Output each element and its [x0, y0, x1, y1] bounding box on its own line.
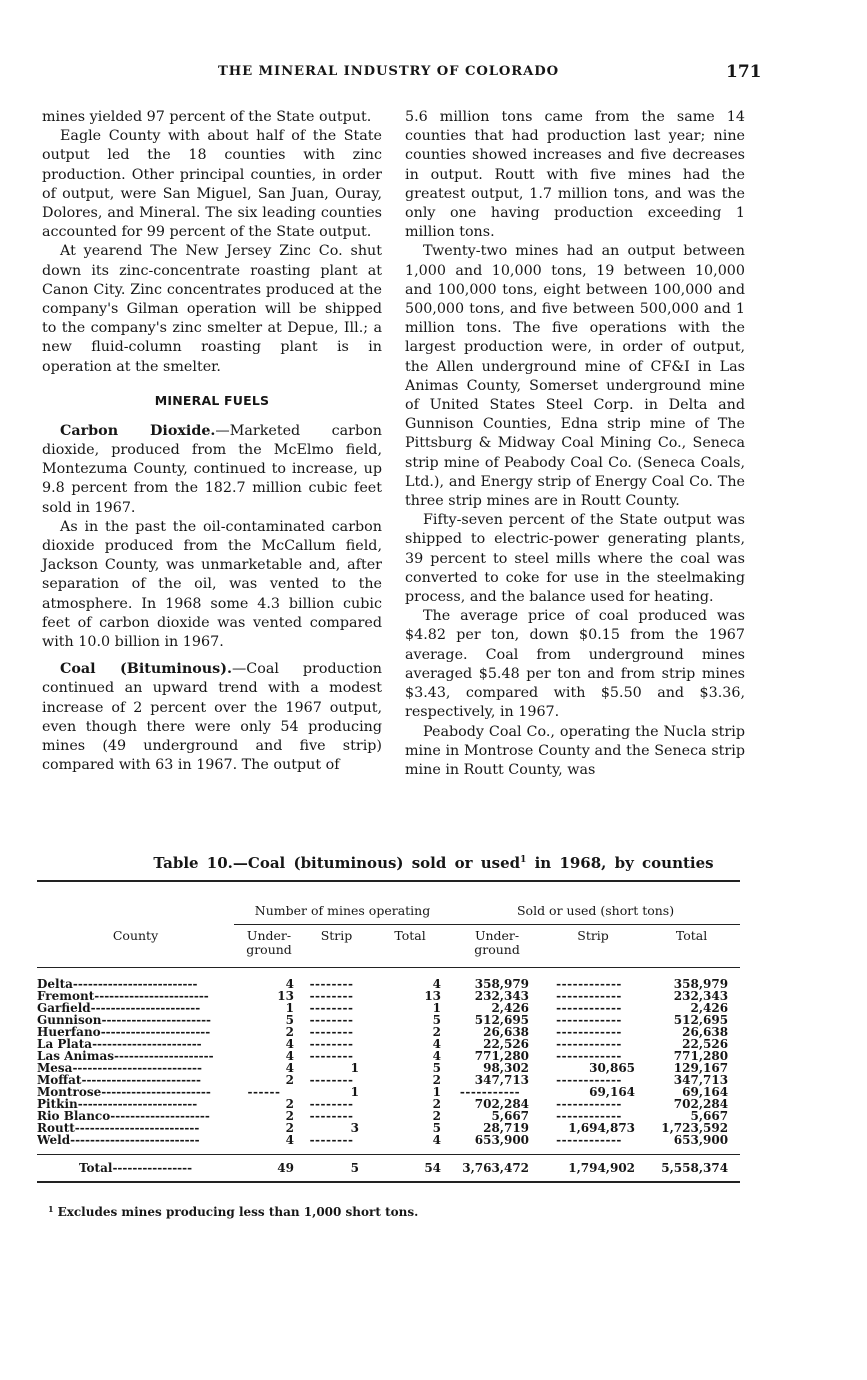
group-header-sold: Sold or used (short tons): [451, 881, 740, 925]
cell-mines-total: 1: [432, 1002, 442, 1014]
footnote-mark: 1: [48, 1204, 54, 1214]
page-number: 171: [726, 62, 762, 82]
col-header-sold-total: Total: [675, 928, 708, 943]
cell-sold-total: 26,638: [682, 1026, 729, 1038]
leader-dots: -------------------------: [72, 977, 198, 990]
cell-sold-total: 2,426: [690, 1002, 729, 1014]
table-row: [37, 968, 740, 991]
cell-mines-underground: 4: [285, 1050, 294, 1062]
cell-mines-underground: 4: [285, 1062, 294, 1074]
paragraph-text: —Marketed carbon dioxide, produced from the McElmo field, Montezuma County, continued to increase, up 9.8 percent from the 182.7 million cubic feet sold in 1967.: [42, 422, 382, 516]
county-name: Weld: [37, 1134, 71, 1147]
county-name: Moffat: [37, 1074, 82, 1086]
table-header-row: [37, 881, 740, 925]
cell-mines-strip: --------: [309, 1002, 354, 1014]
cell-mines-underground: 2: [285, 1026, 294, 1038]
cell-sold-strip: 1,694,873: [568, 1122, 636, 1134]
footnote-text: Excludes mines producing less than 1,000 short tons.: [57, 1205, 419, 1219]
cell-mines-strip: --------: [309, 1134, 354, 1147]
cell-sold-underground: 702,284: [474, 1098, 530, 1110]
cell-mines-total: 1: [432, 1086, 442, 1098]
leader-dots: ----------------------: [101, 1086, 211, 1098]
cell-mines-total: 5: [432, 1014, 442, 1026]
cell-county: [37, 1062, 234, 1074]
county-name: Montrose: [37, 1086, 102, 1098]
cell-mines-strip: --------: [309, 1110, 354, 1122]
table-title-tail: in 1968, by counties: [526, 854, 714, 872]
cell-sold-underground: 3,763,472: [462, 1161, 530, 1175]
col-header-county: County: [112, 927, 159, 943]
table-row: [37, 1122, 740, 1134]
cell-sold-strip: ------------: [556, 1074, 622, 1086]
cell-mines-underground: 4: [285, 1134, 294, 1147]
cell-sold-strip: ------------: [556, 990, 622, 1002]
cell-sold-underground: 26,638: [483, 1026, 530, 1038]
cell-mines-total: 4: [432, 1134, 442, 1147]
cell-mines-strip: --------: [309, 1026, 354, 1038]
cell-sold-strip: ------------: [556, 1110, 622, 1122]
table-row: [37, 1026, 740, 1038]
cell-county: [37, 1122, 234, 1134]
leader-dots: --------------------: [113, 1050, 214, 1062]
county-name: Las Animas: [37, 1050, 114, 1062]
table-total-row: [37, 1155, 740, 1183]
cell-mines-underground: 2: [285, 1098, 294, 1110]
cell-mines-underground: 1: [285, 1002, 294, 1014]
paragraph-coal: [42, 660, 382, 775]
leader-dots: ----------------------: [101, 1014, 212, 1026]
cell-mines-total: 2: [432, 1098, 442, 1110]
cell-sold-strip: ------------: [556, 1050, 622, 1062]
cell-sold-underground: 512,695: [474, 1014, 530, 1026]
cell-sold-total: 358,979: [673, 977, 729, 990]
cell-mines-total: 5: [432, 1122, 442, 1134]
table-row: [37, 1086, 740, 1098]
cell-mines-strip: --------: [309, 1014, 354, 1026]
paragraph-text: —Coal production continued an upward trend with a modest increase of 2 percent over the 1967 output, even though there were only 54 producing mines (49 underground and five strip) compared with 63 in 1967. The output of: [42, 661, 382, 774]
cell-sold-underground: 232,343: [474, 990, 530, 1002]
cell-county: [37, 1134, 234, 1155]
cell-mines-underground: 2: [285, 1122, 294, 1134]
leader-dots: ----------------------: [92, 1038, 202, 1050]
cell-county: [37, 1026, 234, 1038]
cell-sold-underground: -----------: [459, 1086, 521, 1098]
cell-mines-underground: 5: [285, 1014, 294, 1026]
cell-mines-total: 4: [432, 977, 442, 990]
running-title: THE MINERAL INDUSTRY OF COLORADO: [218, 64, 559, 79]
county-name: Pitkin: [37, 1098, 78, 1110]
cell-mines-total: 2: [432, 1026, 442, 1038]
col-header-sold-underground: Under- ground: [474, 928, 520, 957]
table-row: [37, 1134, 740, 1155]
paragraph: mines yielded 97 percent of the State output.: [42, 109, 372, 125]
cell-sold-strip: ------------: [556, 1134, 622, 1147]
table-title: [0, 854, 867, 872]
cell-sold-total: 771,280: [673, 1050, 729, 1062]
county-name: Delta: [37, 977, 73, 990]
col-header-mines-strip: Strip: [320, 928, 353, 943]
cell-mines-strip: 1: [350, 1086, 359, 1098]
paragraph: As in the past the oil-contaminated carbon dioxide produced from the McCallum field, Jackson County, was unmarketable and, after separation of the oil, was vented to the atmosphere. In 1968 some 4.3 billion cubic feet of carbon dioxide was vented compared with 10.0 billion in 1967.: [42, 518, 382, 651]
cell-mines-underground: 2: [285, 1074, 294, 1086]
table-title-main: Table 10.—Coal (bituminous) sold or used: [153, 854, 521, 872]
cell-sold-strip: ------------: [556, 977, 622, 990]
run-in-heading: Carbon Dioxide.: [60, 422, 216, 439]
cell-sold-underground: 347,713: [474, 1074, 530, 1086]
cell-sold-strip: 30,865: [589, 1062, 636, 1074]
cell-mines-total: 4: [432, 1050, 442, 1062]
cell-mines-total: 13: [424, 990, 442, 1002]
cell-sold-total: 5,558,374: [661, 1161, 729, 1175]
cell-county: [37, 1014, 234, 1026]
leader-dots: ------------------------: [81, 1074, 201, 1086]
col-header-mines-total: Total: [394, 928, 426, 943]
table-row: [37, 1110, 740, 1122]
group-header-mines: Number of mines operating: [234, 881, 451, 925]
footnote-ref: 1: [520, 855, 527, 865]
table-footnote: [48, 1204, 418, 1219]
cell-sold-total: 22,526: [682, 1038, 729, 1050]
cell-sold-underground: 653,900: [474, 1134, 530, 1147]
cell-mines-strip: --------: [309, 1074, 354, 1086]
table-row: [37, 990, 740, 1002]
county-name: Huerfano: [37, 1026, 101, 1038]
col-header-sold-strip: Strip: [577, 928, 609, 943]
cell-county: [37, 1002, 234, 1014]
paragraph: Eagle County with about half of the State output led the 18 counties with zinc production. Other principal counties, in order of output, were San Miguel, San Juan, Ouray, Dolores, and Mineral. The six leading counties accounted for 99 percent of the State output.: [42, 128, 382, 241]
cell-mines-strip: --------: [309, 1038, 354, 1050]
cell-sold-total: 1,723,592: [661, 1122, 729, 1134]
col-header-mines-underground: Under- ground: [246, 928, 292, 957]
table-body: [37, 968, 740, 1155]
right-column: [405, 108, 745, 780]
paragraph-carbon-dioxide: [42, 422, 382, 518]
cell-county: [37, 1038, 234, 1050]
cell-sold-underground: 5,667: [491, 1110, 530, 1122]
cell-sold-total: 347,713: [673, 1074, 729, 1086]
cell-mines-underground: 13: [277, 990, 294, 1002]
cell-sold-underground: 2,426: [491, 1002, 530, 1014]
cell-sold-total: 69,164: [682, 1086, 729, 1098]
leader-dots: ----------------: [112, 1161, 193, 1175]
cell-mines-strip: 5: [350, 1161, 359, 1175]
cell-county: [37, 990, 234, 1002]
cell-sold-total: 129,167: [673, 1062, 729, 1074]
county-name: Gunnison: [37, 1014, 102, 1026]
total-label: [37, 1155, 234, 1183]
table-row: [37, 1098, 740, 1110]
county-name: Fremont: [37, 990, 95, 1002]
table-row: [37, 1014, 740, 1026]
section-heading: MINERAL FUELS: [154, 392, 270, 408]
cell-sold-strip: ------------: [556, 1002, 622, 1014]
cell-sold-total: 653,900: [673, 1134, 729, 1147]
left-column: [42, 108, 382, 776]
county-name: Mesa: [37, 1062, 73, 1074]
cell-mines-underground: 49: [277, 1161, 294, 1175]
cell-sold-total: 232,343: [673, 990, 729, 1002]
cell-sold-strip: ------------: [556, 1098, 622, 1110]
leader-dots: ----------------------: [90, 1002, 201, 1014]
leader-dots: --------------------------: [72, 1062, 202, 1074]
cell-mines-underground: 4: [285, 1038, 294, 1050]
cell-mines-underground: 4: [285, 977, 294, 990]
run-in-heading: Coal (Bituminous).: [60, 661, 232, 678]
cell-sold-total: 512,695: [673, 1014, 729, 1026]
cell-mines-total: 4: [432, 1038, 442, 1050]
cell-sold-strip: ------------: [556, 1038, 622, 1050]
cell-sold-strip: 69,164: [589, 1086, 636, 1098]
table-row: [37, 1002, 740, 1014]
leader-dots: --------------------------: [70, 1134, 200, 1147]
cell-mines-strip: --------: [309, 1050, 354, 1062]
cell-sold-underground: 358,979: [474, 977, 530, 990]
cell-county: [37, 1110, 234, 1122]
county-name: La Plata: [37, 1038, 93, 1050]
paragraph: Twenty-two mines had an output between 1,000 and 10,000 tons, 19 between 10,000 and 100,000 tons, eight between 100,000 and 500,000 tons, and five between 500,000 and 1 million tons. The five operations with the largest production were, in order of output, the Allen underground mine of CF&I in Las Animas County, Somerset underground mine of United States Steel Corp. in Delta and Gunnison Counties, Edna strip mine of The Pittsburg & Midway Coal Mining Co., Seneca strip mine of Peabody Coal Co. (Seneca Coals, Ltd.), and Energy strip of Energy Coal Co. The three strip mines are in Routt County.: [405, 243, 745, 510]
cell-mines-total: 5: [432, 1062, 442, 1074]
cell-sold-strip: 1,794,902: [568, 1161, 636, 1175]
cell-mines-total: 2: [432, 1074, 442, 1086]
cell-county: [37, 1050, 234, 1062]
cell-county: [37, 1074, 234, 1086]
cell-sold-strip: ------------: [556, 1026, 622, 1038]
cell-mines-strip: --------: [309, 990, 354, 1002]
coal-table: [37, 880, 740, 1183]
cell-sold-underground: 22,526: [483, 1038, 530, 1050]
cell-mines-underground: 2: [285, 1110, 294, 1122]
leader-dots: -------------------------: [74, 1122, 200, 1134]
cell-county: [37, 1098, 234, 1110]
cell-sold-strip: ------------: [556, 1014, 622, 1026]
leader-dots: -----------------------: [94, 990, 209, 1002]
cell-mines-strip: --------: [309, 1098, 354, 1110]
cell-sold-underground: 28,719: [483, 1122, 530, 1134]
paragraph: Fifty-seven percent of the State output was shipped to electric-power generating plants, 39 percent to steel mills where the coal was converted to coke for use in the steelmaking process, and the balance used for heating.: [405, 512, 745, 606]
cell-mines-underground: ------: [247, 1086, 281, 1098]
paragraph: The average price of coal produced was $4.82 per ton, down $0.15 from the 1967 average. Coal from underground mines averaged $5.48 per ton and from strip mines $3.43, compared with $5.50 and $3.36, respectively, in 1967.: [405, 608, 745, 721]
cell-sold-total: 5,667: [690, 1110, 729, 1122]
county-name: Garfield: [37, 1002, 91, 1014]
paragraph: 5.6 million tons came from the same 14 counties that had production last year; nine counties showed increases and five decreases in output. Routt with five mines had the greatest output, 1.7 million tons, and was the only one having production exceeding 1 million tons.: [405, 109, 745, 241]
table-row: [37, 1062, 740, 1074]
cell-sold-underground: 98,302: [483, 1062, 530, 1074]
cell-mines-total: 2: [432, 1110, 442, 1122]
cell-county: [37, 968, 234, 991]
total-label-text: Total: [79, 1161, 113, 1175]
cell-sold-underground: 771,280: [474, 1050, 530, 1062]
cell-mines-total: 54: [424, 1161, 442, 1175]
leader-dots: --------------------: [110, 1110, 210, 1122]
cell-mines-strip: --------: [309, 977, 354, 990]
table-row: [37, 1050, 740, 1062]
paragraph: At yearend The New Jersey Zinc Co. shut down its zinc-concentrate roasting plant at Canon City. Zinc concentrates produced at the company's Gilman operation will be shipped to the company's zinc smelter at Depue, Ill.; a new fluid-column roasting plant is in operation at the smelter.: [42, 243, 382, 375]
running-head: [0, 62, 867, 84]
cell-mines-strip: 1: [350, 1062, 359, 1074]
leader-dots: ------------------------: [77, 1098, 198, 1110]
cell-county: [37, 1086, 234, 1098]
table-row: [37, 1038, 740, 1050]
cell-sold-total: 702,284: [673, 1098, 729, 1110]
cell-mines-strip: 3: [350, 1122, 359, 1134]
paragraph: Peabody Coal Co., operating the Nucla strip mine in Montrose County and the Seneca strip mine in Routt County, was: [405, 723, 745, 778]
leader-dots: ----------------------: [100, 1026, 211, 1038]
table-row: [37, 1074, 740, 1086]
county-name: Rio Blanco: [37, 1110, 111, 1122]
county-name: Routt: [37, 1122, 75, 1134]
